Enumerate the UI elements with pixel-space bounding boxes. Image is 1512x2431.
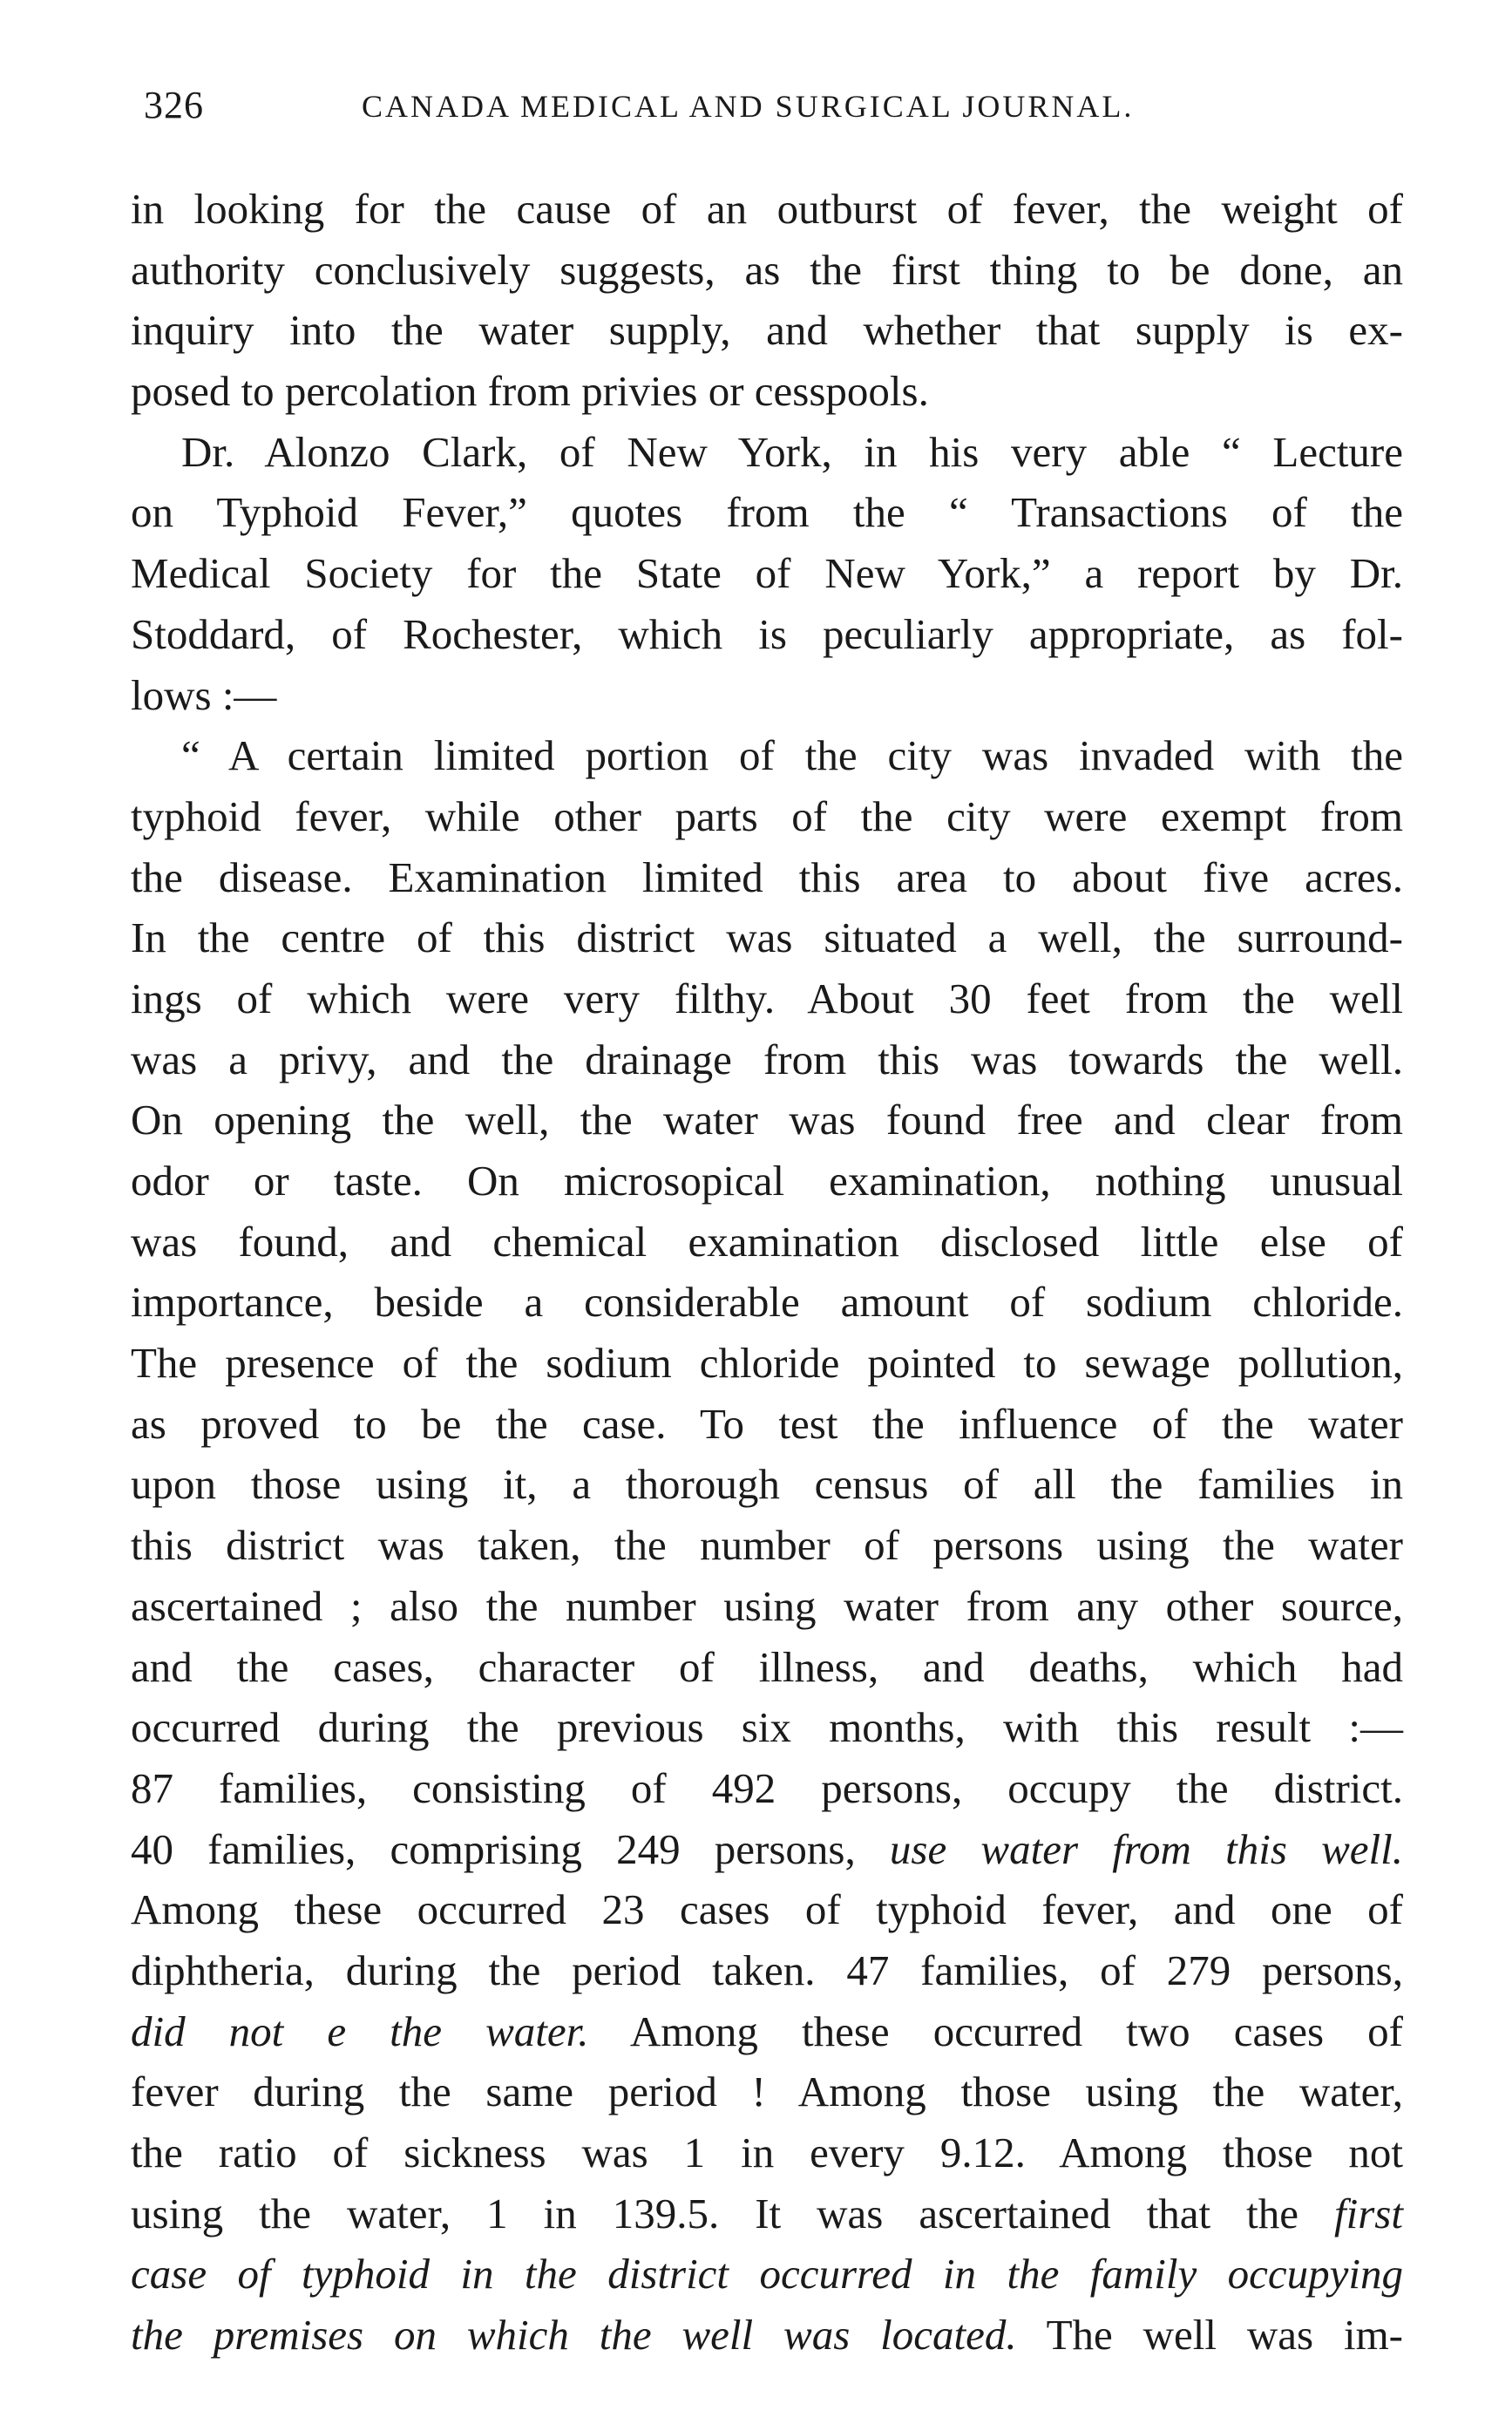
italic-phrase: first	[1334, 2189, 1403, 2237]
quote-line: this district was taken, the number of persons using the water	[131, 1521, 1403, 1570]
italic-phrase: did not e the water.	[131, 2007, 589, 2055]
quote-line: ings of which were very filthy. About 30 feet from the well	[131, 974, 1403, 1022]
running-head: CANADA MEDICAL AND SURGICAL JOURNAL.	[362, 89, 1135, 124]
quote-line: importance, beside a considerable amount of sodium chloride.	[131, 1278, 1403, 1327]
quote-line: typhoid fever, while other parts of the city were exempt from	[131, 791, 1403, 840]
quote-line: the ratio of sickness was 1 in every 9.12. Among those not	[131, 2129, 1403, 2176]
quote-line: the premises on which the well was located. The well was im-	[131, 2311, 1404, 2360]
page-number: 326	[144, 84, 204, 126]
quote-line: 87 families, consisting of 492 persons, occupy the district.	[131, 1763, 1403, 1812]
italic-phrase: the premises on which the well was located.	[131, 2311, 1017, 2360]
quote-line: Among these occurred 23 cases of typhoid fever, and one of	[131, 1885, 1403, 1934]
quote-line: In the centre of this district was situated a well, the surround-	[131, 913, 1403, 962]
quote-line: odor or taste. On microsopical examination, nothing unusual	[131, 1157, 1403, 1205]
text-line: lows :—	[131, 670, 277, 719]
text-line: on Typhoid Fever,” quotes from the “ Transactions of the	[131, 488, 1403, 537]
quote-line: fever during the same period ! Among those using the water,	[131, 2068, 1403, 2116]
quote-line: was a privy, and the drainage from this was towards the well.	[131, 1035, 1403, 1083]
journal-page	[131, 83, 1403, 2366]
italic-phrase: use water from this well.	[889, 1824, 1403, 1873]
quote-line: upon those using it, a thorough census of all the families in	[131, 1460, 1403, 1509]
text-line: Stoddard, of Rochester, which is peculiarly appropriate, as fol-	[131, 609, 1403, 658]
body-text	[131, 179, 1403, 2366]
page-header	[131, 83, 1403, 144]
quote-line: ascertained ; also the number using water from any other source,	[131, 1581, 1403, 1630]
text-line: Medical Society for the State of New York,” a report by Dr.	[131, 549, 1403, 598]
quote-line: “ A certain limited portion of the city was invaded with the	[181, 731, 1403, 780]
quote-line: using the water, 1 in 139.5. It was ascertained that the first	[131, 2189, 1403, 2237]
text-line: authority conclusively suggests, as the first thing to be done, an	[131, 245, 1403, 294]
quote-line: did not e the water. Among these occurred two cases of	[131, 2007, 1403, 2055]
quote-line: as proved to be the case. To test the influence of the water	[131, 1399, 1403, 1448]
quote-line: On opening the well, the water was found free and clear from	[131, 1096, 1403, 1144]
quote-line: diphtheria, during the period taken. 47 families, of 279 persons,	[131, 1945, 1403, 1994]
quote-line: occurred during the previous six months, with this result :—	[131, 1703, 1403, 1752]
quote-line: and the cases, character of illness, and deaths, which had	[131, 1642, 1403, 1691]
text-line: Dr. Alonzo Clark, of New York, in his very able “ Lecture	[181, 427, 1403, 476]
quote-line: 40 families, comprising 249 persons, use water from this well.	[131, 1824, 1403, 1873]
quote-line: case of typhoid in the district occurred in the family occupying	[131, 2250, 1403, 2299]
quote-line: was found, and chemical examination disclosed little else of	[131, 1217, 1403, 1266]
quote-line: the disease. Examination limited this area to about five acres.	[131, 852, 1403, 901]
text-line: posed to percolation from privies or cesspools.	[131, 367, 929, 416]
quote-line: The presence of the sodium chloride pointed to sewage pollution,	[131, 1339, 1403, 1388]
text-line: inquiry into the water supply, and whether that supply is ex-	[131, 306, 1403, 355]
text-line: in looking for the cause of an outburst of fever, the weight of	[131, 185, 1403, 233]
